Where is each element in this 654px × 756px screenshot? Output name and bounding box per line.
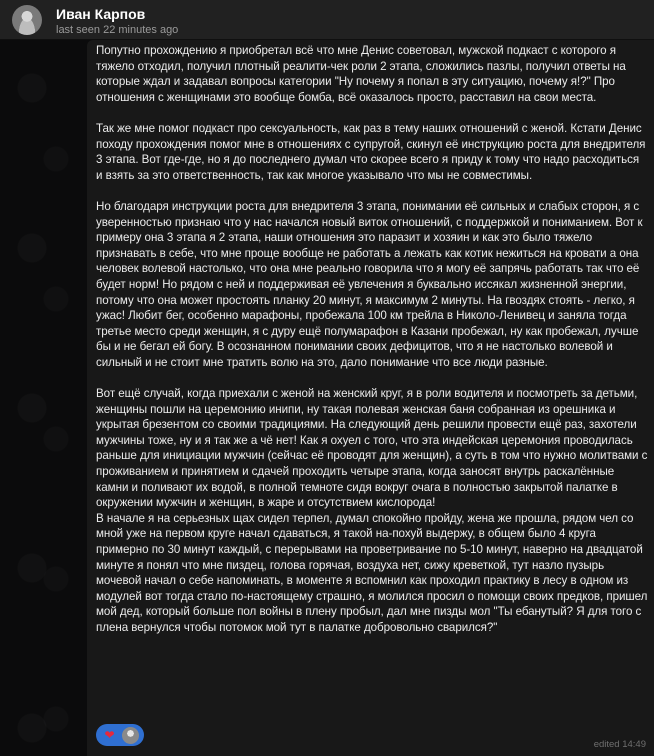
reactor-avatar: [121, 726, 140, 745]
message-paragraph-5: В начале я на серьезных щах сидел терпел, думал спокойно пройду, жена же прошла, рядом чел со мной уже на первом круге начал сдаваться, я такой на-похуй выдержу, в общем было 4 круга примерно по 30 минут каждый, с перерывами на проветривание по 5-10 минут, наверно на двадцатой минуте я понял что мне пиздец, голова горячая, воздуха нет, сижу креветкой, тут назло пузырь мочевой начал о себе напоминать, в моменте я вспомнил как проходил практику в лесу в одном из модулей вот тогда стало по-настоящему страшно, я молился просил о помощи своих предков, пришел мой дед, который больше пол войны в плену пробыл, дал мне пизды мол "Ты ебанутый? Я для того с плена вернулся чтобы потомок мой тут в палатке добровольно сварился?": [96, 511, 648, 634]
contact-name[interactable]: Иван Карпов: [56, 6, 146, 22]
heart-icon: ❤: [104, 727, 115, 742]
message-paragraph-3: Но благодаря инструкции роста для внедрителя 3 этапа, понимании её сильных и слабых сторон, я с уверенностью признаю что у нас начался новый виток отношений, с поддержкой и пониманием. Вот к примеру она 3 этапа я 2 этапа, наши отношения это паразит и хозяин и как это было тяжело признавать в себе, что мне проще вообще не работать а лежать как котик нежиться на кровати а она человек волевой настолько, что она мне реально говорила что я могу её запрячь работать так что её будет норм! Но рядом с ней и поддерживая её увлечения я буквально иссякал жизненной энергии, потому что она может простоять планку 20 минут, я максимум 2 минуты. На гвоздях стоять - легко, я ужас! Любит бег, особенно марафоны, пробежала 100 км трейла в Николо-Ленивец и заняла тогда третье место среди женщин, я с дуру ещё полумарафон в Казани пробежал, ну как пробежал, лучше бы и не бегал ей богу. В осознанном понимании своих дефицитов, что я не настолько волевой и сильный и не стоит мне тратить волю на это, дало понимание что все люди разные.: [96, 199, 643, 369]
message-paragraph-2: Так же мне помог подкаст про сексуальность, как раз в тему наших отношений с женой. Кстати Денис походу прохождения помог мне в отношениях с супругой, скинул её инструкцию роста для внедрителя 3 этапа. Вот где-где, но я до последнего думал что скорее всего я приду к тому что надо расходиться и взять за это ответственность, так как многое указывало что мы не совместимы.: [96, 121, 646, 182]
reaction-chip[interactable]: [96, 724, 144, 746]
last-seen-status: last seen 22 minutes ago: [56, 24, 179, 36]
message-paragraph-4: Вот ещё случай, когда приехали с женой на женский круг, я в роли водителя и посмотреть за детьми, женщины пошли на церемонию инипи, ну такая полевая женская баня собранная из орешника и укрытая брезентом со своими традициями. На следующий день решили провести ещё раз, захотели мужчины тоже, ну и я так же а чё нет! Как я охуел с того, что эта индейская церемония проводилась раньше для инициации мужчин (сейчас её проводят для женщин), а суть в том что нужно молитвами с проживанием и принятием и сдачей проходить четыре этапа, когда заносят внутрь раскалённые камни и поливают их водой, в полной темноте сидя вокруг очага в полностью закрытой палатке в окружении мужчин и женщин, в жаре и отсутствием кислорода!: [96, 387, 648, 510]
message-text: [96, 43, 648, 636]
message-paragraph-1: Попутно прохождению я приобретал всё что мне Денис советовал, мужской подкаст с которого я тяжело отходил, получил плотный реалити-чек роли 2 этапа, сложились пазлы, получил ответы на которые ждал и задавал вопросы категории "Ну почему я попал в эту ситуацию, почему я!?" Про отношения с женщинами это вообще бомба, всё оказалось просто, расставил на свои места.: [96, 44, 626, 104]
chat-header: [0, 0, 654, 40]
edited-timestamp: edited 14:49: [593, 739, 646, 750]
avatar[interactable]: [12, 5, 42, 35]
